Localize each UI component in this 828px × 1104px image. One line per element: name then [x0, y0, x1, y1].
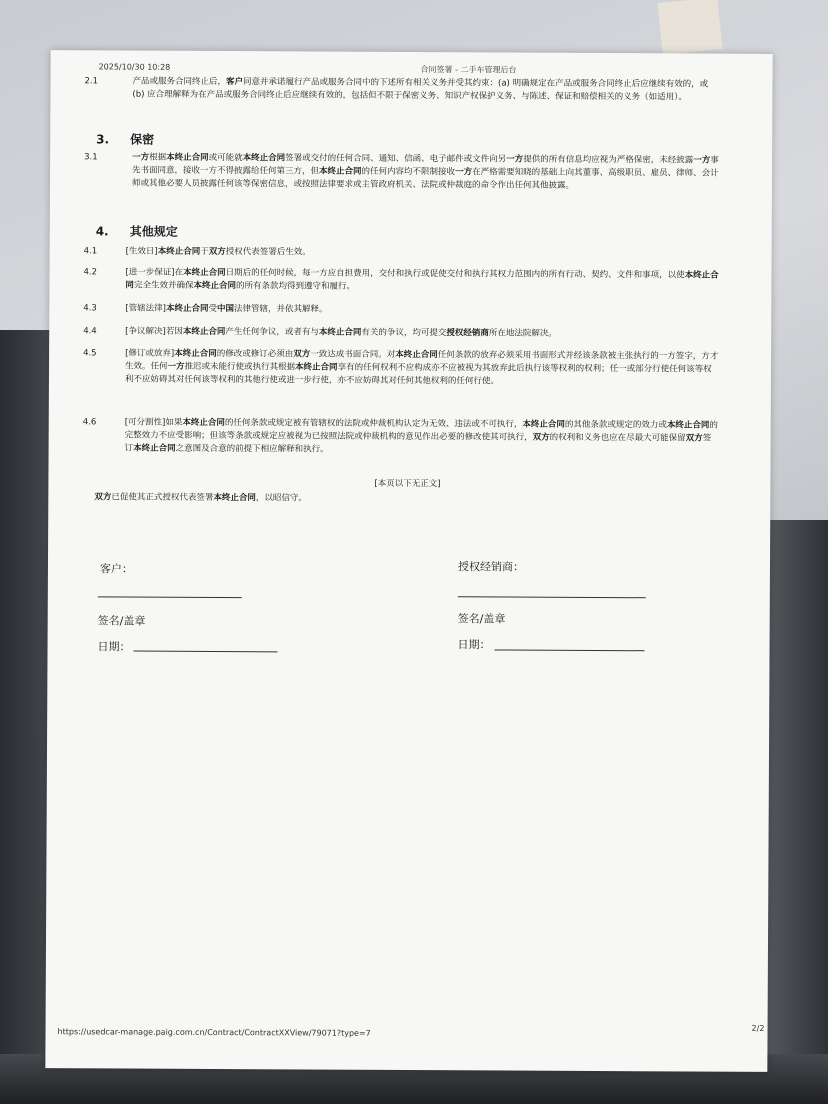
clause-number: 2.1 — [84, 76, 99, 87]
customer-date-line — [134, 651, 278, 653]
clause-number: 4.3 — [83, 303, 97, 314]
section-3-heading: 3. 保密 — [96, 132, 155, 147]
dealer-date-label: 日期： — [457, 638, 491, 652]
clause-4-1: 4.1 [生效日]本终止合同于双方授权代表签署后生效。 — [83, 246, 311, 258]
clause-3-1: 3.1 一方根据本终止合同或可能就本终止合同签署或交付的任何合同、通知、信函、电子邮件或文件向另一方提供的所有信息均应视为严格保密，未经披露一方事先书面同意，接收一方不得披露给任何第三方，但本终止合同的任何内容均不限制接收一方在严格需要知晓的基础上向其董事、高级职员、雇员、律师、会计师或其他必要人员披露任何该等保密信息，或按照法律要求或主管政府机关、法院或仲裁庭的命令作出任何其他披露。 — [84, 152, 719, 191]
closing-statement: 双方已促使其正式授权代表签署本终止合同，以昭信守。 — [94, 492, 307, 504]
clause-number: 3.1 — [84, 152, 98, 163]
clause-number: 4.5 — [83, 348, 97, 359]
clause-4-6: 4.6 [可分割性]如果本终止合同的任何条款或规定被有管辖权的法院或仲裁机构认定为无效、违法或不可执行，本终止合同的其他条款或规定的效力或本终止合同的完整效力不应受影响；但该等条款或规定应被视为已按照法院或仲裁机构的意见作出必要的修改使其可执行，双方的权利和义务也应在尽最大可能保留双方签订本终止合同之意图及合意的前提下相应解释和执行。 — [82, 417, 718, 455]
dealer-sign-stamp-label: 签名/盖章 — [457, 612, 506, 626]
page-number: 2/2 — [751, 1023, 765, 1033]
print-datetime: 2025/10/30 10:28 — [98, 62, 171, 72]
print-title: 合同签署 - 二手车管理后台 — [420, 65, 517, 75]
customer-date-label: 日期： — [97, 640, 131, 654]
dealer-signature-line — [458, 596, 646, 598]
customer-signature-line — [98, 596, 242, 598]
dealer-date-line — [495, 649, 645, 651]
clause-4-5: 4.5 [修订或放弃]本终止合同的修改或修订必须由双方一致达成书面合同。对本终止合同任何条款的放弃必须采用书面形式并经该条款被主张执行的一方签字，方才生效。任何一方推迟或未能行使或执行其根据本终止合同享有的任何权利不应构成亦不应被视为其放弃此后执行该等权利的权利；任一或部分行使任何该等权利不应妨碍其对任何该等权利的其他行使或进一步行使，亦不应妨碍其对任何其他权利的任何行使。 — [83, 348, 719, 387]
blank-page-note: [本页以下无正文] — [374, 478, 441, 490]
clause-4-4: 4.4 [争议解决]若因本终止合同产生任何争议，或者有与本终止合同有关的争议，均可提交授权经销商所在地法院解决。 — [83, 326, 557, 339]
customer-label: 客户： — [99, 562, 133, 576]
section-4-heading: 4. 其他规定 — [95, 224, 178, 239]
contract-page — [45, 50, 772, 1072]
footer-url: https://usedcar-manage.paig.com.cn/Contract/ContractXXView/79071?type=7 — [57, 1027, 371, 1038]
dealer-label: 授权经销商： — [457, 560, 525, 574]
clause-2-1: 2.1 产品或服务合同终止后，客户同意并承诺履行产品或服务合同中的下述所有相关义务并受其约束：(a) 明确规定在产品或服务合同终止后应继续有效的，或 (b) 应合理解释为在产品或服务合同终止后应继续有效的，包括但不限于保密义务、知识产权保护义务、与陈述、保证和赔偿相关的义务（如适用）。 — [84, 76, 709, 103]
clause-number: 4.4 — [83, 326, 97, 337]
customer-sign-stamp-label: 签名/盖章 — [97, 614, 146, 628]
clause-4-2: 4.2 [进一步保证]在本终止合同日期后的任何时候，每一方应自担费用，交付和执行或促使交付和执行其权力范围内的所有行动、契约、文件和事项，以使本终止合同完全生效并确保本终止合同的所有条款均得到遵守和履行。 — [83, 267, 719, 292]
clause-4-3: 4.3 [管辖法律]本终止合同受中国法律管辖，并依其解释。 — [83, 303, 328, 315]
clause-number: 4.2 — [83, 267, 98, 278]
clause-number: 4.6 — [82, 417, 97, 428]
background-note — [657, 0, 722, 55]
clause-number: 4.1 — [83, 246, 98, 257]
